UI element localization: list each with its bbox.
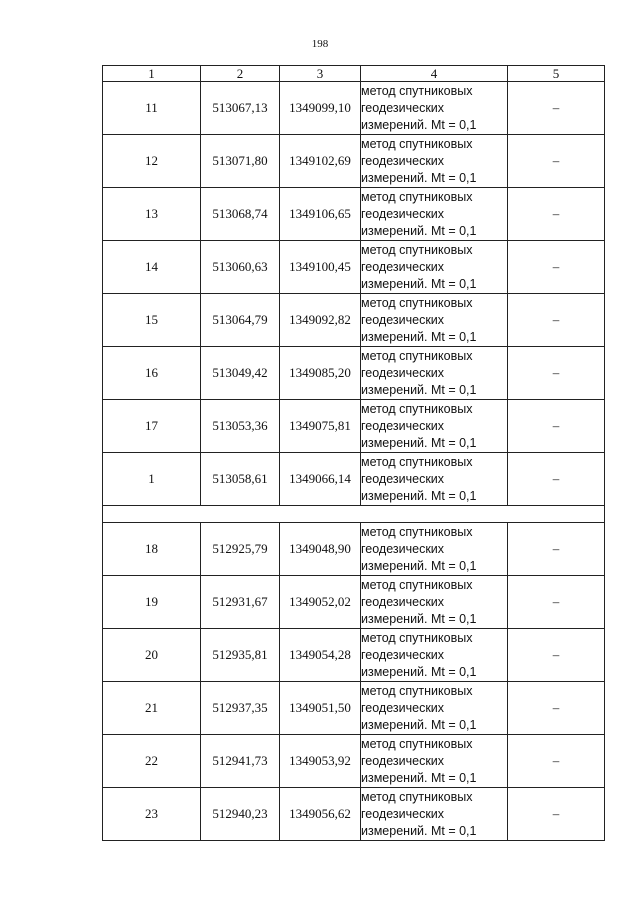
- coordinate-x: 513071,80: [201, 135, 280, 188]
- method-line: измерений. Mt = 0,1: [361, 435, 477, 450]
- page-number: 198: [311, 38, 329, 50]
- point-number: 12: [103, 135, 201, 188]
- point-number: 22: [103, 735, 201, 788]
- method-line: геодезических: [361, 206, 445, 221]
- method-line: геодезических: [361, 700, 445, 715]
- coordinate-y: 1349051,50: [280, 682, 361, 735]
- method-line: метод спутниковых: [361, 736, 473, 751]
- method-line: метод спутниковых: [361, 189, 473, 204]
- header-col-3: 3: [280, 66, 361, 82]
- method-line: метод спутниковых: [361, 683, 473, 698]
- coordinate-y: 1349085,20: [280, 347, 361, 400]
- method-line: измерений. Mt = 0,1: [361, 823, 477, 838]
- method-description: [361, 453, 508, 506]
- method-line: геодезических: [361, 259, 445, 274]
- coordinate-y: 1349053,92: [280, 735, 361, 788]
- coordinate-y: 1349102,69: [280, 135, 361, 188]
- coordinate-x: 513067,13: [201, 82, 280, 135]
- method-description: [361, 523, 508, 576]
- point-number: 18: [103, 523, 201, 576]
- coordinate-x: 513053,36: [201, 400, 280, 453]
- method-line: геодезических: [361, 753, 445, 768]
- method-description: [361, 576, 508, 629]
- method-line: геодезических: [361, 594, 445, 609]
- method-line: измерений. Mt = 0,1: [361, 223, 477, 238]
- point-number: 15: [103, 294, 201, 347]
- point-number: 16: [103, 347, 201, 400]
- method-line: метод спутниковых: [361, 454, 473, 469]
- table-row: [103, 135, 605, 188]
- method-line: метод спутниковых: [361, 577, 473, 592]
- coordinate-y: 1349106,65: [280, 188, 361, 241]
- method-line: геодезических: [361, 365, 445, 380]
- point-number: 23: [103, 788, 201, 841]
- table-row: [103, 682, 605, 735]
- note-dash: –: [508, 682, 605, 735]
- note-dash: –: [508, 523, 605, 576]
- header-col-1: 1: [103, 66, 201, 82]
- table-row: [103, 788, 605, 841]
- note-dash: –: [508, 400, 605, 453]
- method-line: измерений. Mt = 0,1: [361, 382, 477, 397]
- method-line: метод спутниковых: [361, 630, 473, 645]
- coordinate-y: 1349054,28: [280, 629, 361, 682]
- point-number: 20: [103, 629, 201, 682]
- method-line: метод спутниковых: [361, 401, 473, 416]
- method-description: [361, 82, 508, 135]
- header-col-2: 2: [201, 66, 280, 82]
- table-row: [103, 735, 605, 788]
- coordinate-x: 513060,63: [201, 241, 280, 294]
- point-number: 13: [103, 188, 201, 241]
- method-line: метод спутниковых: [361, 242, 473, 257]
- method-line: измерений. Mt = 0,1: [361, 329, 477, 344]
- coordinate-x: 513064,79: [201, 294, 280, 347]
- coordinate-y: 1349056,62: [280, 788, 361, 841]
- point-number: 19: [103, 576, 201, 629]
- method-line: измерений. Mt = 0,1: [361, 488, 477, 503]
- table-row: [103, 82, 605, 135]
- note-dash: –: [508, 188, 605, 241]
- method-line: измерений. Mt = 0,1: [361, 717, 477, 732]
- method-description: [361, 735, 508, 788]
- method-line: измерений. Mt = 0,1: [361, 611, 477, 626]
- point-number: 11: [103, 82, 201, 135]
- coordinate-y: 1349100,45: [280, 241, 361, 294]
- table-row: [103, 629, 605, 682]
- coordinate-x: 512940,23: [201, 788, 280, 841]
- method-line: геодезических: [361, 100, 445, 115]
- method-description: [361, 682, 508, 735]
- table-row: [103, 241, 605, 294]
- method-line: измерений. Mt = 0,1: [361, 117, 477, 132]
- note-dash: –: [508, 629, 605, 682]
- table-row: [103, 347, 605, 400]
- coordinate-x: 513058,61: [201, 453, 280, 506]
- coordinate-x: 512931,67: [201, 576, 280, 629]
- method-line: геодезических: [361, 312, 445, 327]
- coordinate-y: 1349052,02: [280, 576, 361, 629]
- method-line: измерений. Mt = 0,1: [361, 664, 477, 679]
- table-row: [103, 523, 605, 576]
- table-row: [103, 576, 605, 629]
- method-line: метод спутниковых: [361, 524, 473, 539]
- coordinate-x: 512937,35: [201, 682, 280, 735]
- method-line: измерений. Mt = 0,1: [361, 770, 477, 785]
- separator-cell: [103, 506, 605, 523]
- table-row: [103, 400, 605, 453]
- note-dash: –: [508, 788, 605, 841]
- coordinates-table: [102, 65, 605, 841]
- coordinate-x: 512925,79: [201, 523, 280, 576]
- method-line: измерений. Mt = 0,1: [361, 558, 477, 573]
- separator-row: [103, 506, 605, 523]
- note-dash: –: [508, 735, 605, 788]
- method-description: [361, 294, 508, 347]
- note-dash: –: [508, 576, 605, 629]
- note-dash: –: [508, 453, 605, 506]
- method-description: [361, 788, 508, 841]
- note-dash: –: [508, 135, 605, 188]
- method-description: [361, 347, 508, 400]
- note-dash: –: [508, 294, 605, 347]
- table-row: [103, 188, 605, 241]
- header-row: [103, 66, 605, 82]
- method-line: геодезических: [361, 806, 445, 821]
- table-row: [103, 453, 605, 506]
- coordinate-x: 512935,81: [201, 629, 280, 682]
- method-description: [361, 629, 508, 682]
- note-dash: –: [508, 347, 605, 400]
- method-line: геодезических: [361, 471, 445, 486]
- header-col-5: 5: [508, 66, 605, 82]
- method-line: метод спутниковых: [361, 295, 473, 310]
- point-number: 17: [103, 400, 201, 453]
- method-line: измерений. Mt = 0,1: [361, 276, 477, 291]
- method-description: [361, 188, 508, 241]
- method-line: геодезических: [361, 541, 445, 556]
- coordinate-y: 1349075,81: [280, 400, 361, 453]
- method-description: [361, 135, 508, 188]
- method-description: [361, 400, 508, 453]
- coordinate-y: 1349092,82: [280, 294, 361, 347]
- coordinate-x: 513049,42: [201, 347, 280, 400]
- method-line: метод спутниковых: [361, 83, 473, 98]
- method-line: метод спутниковых: [361, 789, 473, 804]
- method-line: геодезических: [361, 153, 445, 168]
- method-line: измерений. Mt = 0,1: [361, 170, 477, 185]
- coordinate-x: 513068,74: [201, 188, 280, 241]
- header-col-4: 4: [361, 66, 508, 82]
- method-description: [361, 241, 508, 294]
- coordinate-y: 1349066,14: [280, 453, 361, 506]
- coordinate-y: 1349048,90: [280, 523, 361, 576]
- coordinate-x: 512941,73: [201, 735, 280, 788]
- point-number: 1: [103, 453, 201, 506]
- table-row: [103, 294, 605, 347]
- method-line: метод спутниковых: [361, 136, 473, 151]
- point-number: 21: [103, 682, 201, 735]
- point-number: 14: [103, 241, 201, 294]
- method-line: геодезических: [361, 418, 445, 433]
- coordinate-y: 1349099,10: [280, 82, 361, 135]
- note-dash: –: [508, 82, 605, 135]
- method-line: метод спутниковых: [361, 348, 473, 363]
- method-line: геодезических: [361, 647, 445, 662]
- note-dash: –: [508, 241, 605, 294]
